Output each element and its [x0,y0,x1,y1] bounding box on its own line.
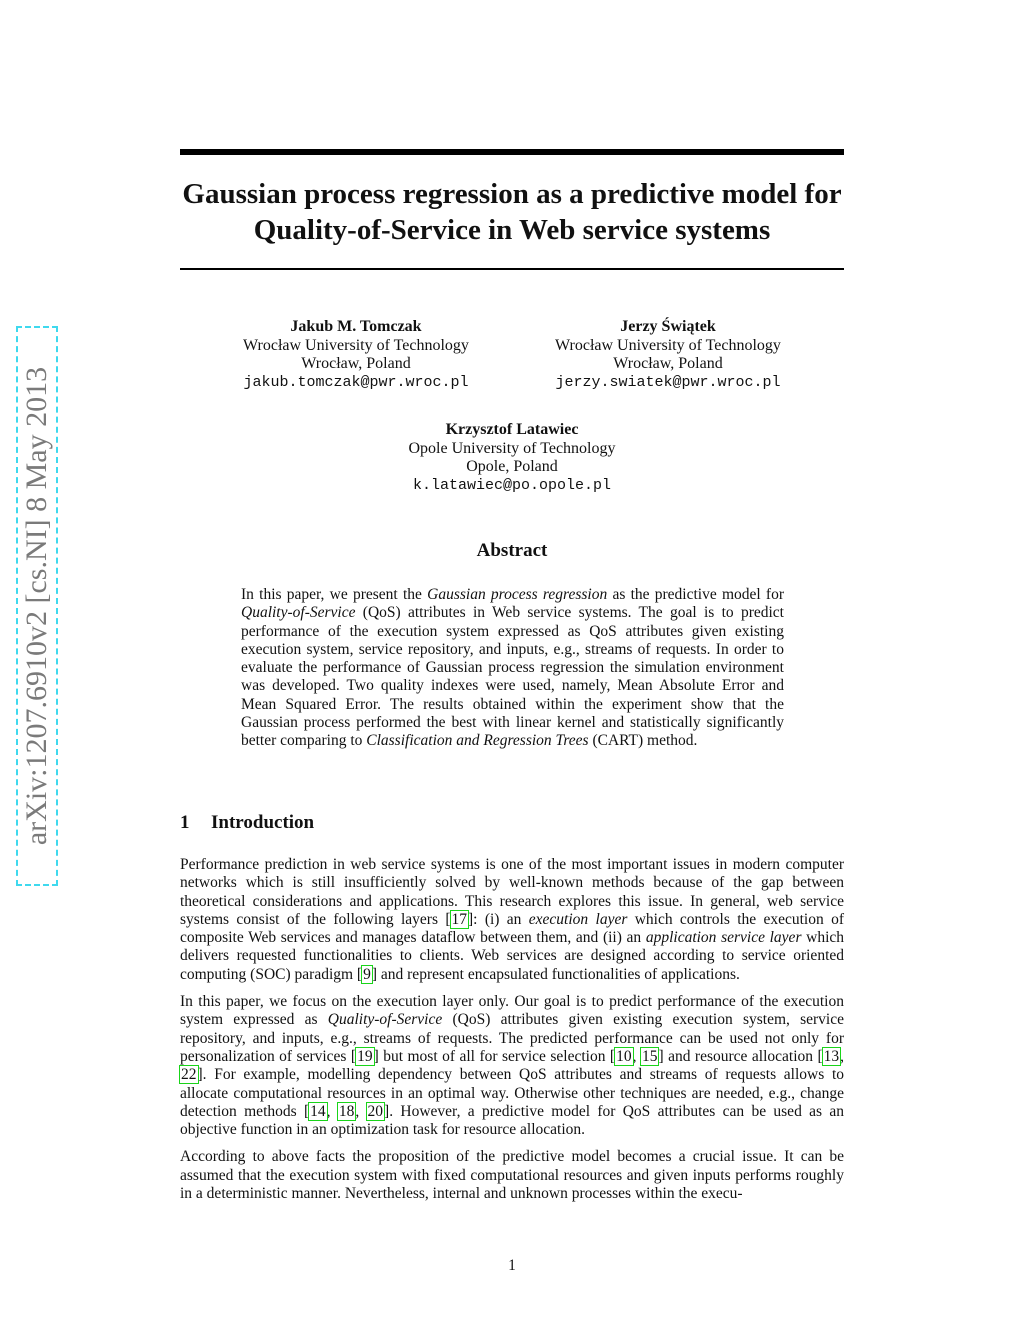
title-line-1: Gaussian process regression as a predictive model for [182,178,842,210]
body-text: which controls the execution of composite Web services and manages dataflow between them, and (ii) an [180,910,844,947]
body-text: ]. However, a predictive model for QoS attributes can be used as an objective function in an optimization task for resource allocation. [180,1102,845,1139]
abstract-text: as the predictive model for [607,586,784,603]
abstract-emphasis: Quality-of-Service [241,604,356,622]
author-affiliation: Wrocław University of Technology [243,336,469,354]
citation-link[interactable]: 9 [363,965,371,983]
body-text: (QoS) attributes given existing execution system, service repository, and inputs, e.g., streams of requests. The predicted performance can be used not only for personalization of services [ [180,1011,844,1065]
author-block-3 [352,421,672,495]
body-text: , [326,1102,338,1120]
body-text: ] and represent encapsulated functionalities of applications. [371,965,740,983]
body-text: , [632,1047,641,1065]
intro-paragraph-3 [180,1148,844,1203]
abstract-heading: Abstract [476,540,548,561]
paper-title [180,176,844,248]
section-number: 1 [180,812,190,833]
body-text: ] but most of all for service selection [ [373,1047,616,1065]
citation-link[interactable]: 13 [823,1047,840,1065]
introduction-body [180,856,844,1212]
body-text: ]: (i) an [468,910,529,928]
body-text: , [355,1102,367,1120]
author-location: Wrocław, Poland [613,355,723,372]
title-bottom-rule [180,268,844,270]
citation-link[interactable]: 10 [616,1047,632,1065]
abstract-emphasis: Gaussian process regression [427,586,608,603]
body-emphasis: Quality-of-Service [327,1011,443,1029]
citation-link[interactable]: 14 [310,1102,326,1120]
abstract-paragraph [241,586,784,751]
section-heading-introduction [180,812,314,834]
body-emphasis: application service layer [645,929,802,947]
citation-link[interactable]: 20 [367,1102,384,1120]
body-text: which delivers requested functionalities to clients. Web services are designed according to service oriented computing (SOC) paradigm [ [180,929,845,983]
author-affiliation: Wrocław University of Technology [555,336,781,354]
body-text: ] and resource allocation [ [658,1047,823,1065]
author-name: Jakub M. Tomczak [290,318,422,335]
body-emphasis: execution layer [528,910,628,928]
author-block-1 [196,318,516,392]
citation-link[interactable]: 22 [181,1066,197,1084]
abstract-emphasis: Classification and Regression Trees [366,732,589,750]
body-text: , [840,1047,845,1065]
author-block-2 [508,318,828,392]
author-affiliation: Opole University of Technology [408,439,616,457]
title-line-2: Quality-of-Service in Web service systems [253,214,771,246]
intro-paragraph-2 [180,993,844,1139]
title-top-rule [180,149,844,155]
body-text: In this paper, we focus on the execution layer only. Our goal is to predict performance of the execution system expressed as [180,993,844,1029]
author-location: Wrocław, Poland [301,355,411,372]
citation-link[interactable]: 15 [641,1047,658,1065]
arxiv-identifier-stamp[interactable]: arXiv:1207.6910v2 [cs.NI] 8 May 2013 [16,326,58,886]
author-email[interactable]: k.latawiec@po.opole.pl [412,476,612,494]
citation-link[interactable]: 19 [357,1047,373,1065]
citation-link[interactable]: 18 [338,1102,355,1120]
author-name: Jerzy Świątek [620,318,716,335]
author-name: Krzysztof Latawiec [445,421,579,438]
intro-paragraph-1 [180,856,844,984]
abstract-text: (CART) method. [588,732,698,750]
page-number: 1 [508,1257,516,1274]
body-text: ]. For example, modelling dependency between QoS attributes and streams of requests allows to allocate computational resources in an optimal way. Otherwise other techniques are needed, e.g., change detection methods [ [180,1066,844,1120]
citation-link[interactable]: 17 [451,910,468,928]
author-email[interactable]: jerzy.swiatek@pwr.wroc.pl [555,373,781,391]
abstract-body [241,586,784,751]
abstract-text: (QoS) attributes in Web service systems. The goal is to predict performance of the execution system expressed as QoS attributes given existing execution system, service repository, and inputs, e.g., streams of requests. In order to evaluate the performance of Gaussian process regression the simulation environment was developed. Two quality indexes were used, namely, Mean Absolute Error and Mean Squared Error. The results obtained within the experiment show that the Gaussian process performed the best with linear kernel and statistically significantly better comparing to [241,604,784,750]
author-location: Opole, Poland [466,458,558,475]
body-text: Performance prediction in web service systems is one of the most important issues in modern computer networks which is still insufficiently solved by well-known methods because of the gap between theoretical considerations and applications. This research explores this issue. In general, web service systems consist of the following layers [ [180,856,844,928]
body-text: According to above facts the proposition of the predictive model becomes a crucial issue. It can be assumed that the execution system with fixed computational resources and given inputs performs roughly in a deterministic manner. Nevertheless, internal and unknown processes within the execu- [180,1148,844,1203]
section-title: Introduction [211,812,315,833]
author-email[interactable]: jakub.tomczak@pwr.wroc.pl [243,373,469,391]
abstract-text: In this paper, we present the [241,586,428,603]
